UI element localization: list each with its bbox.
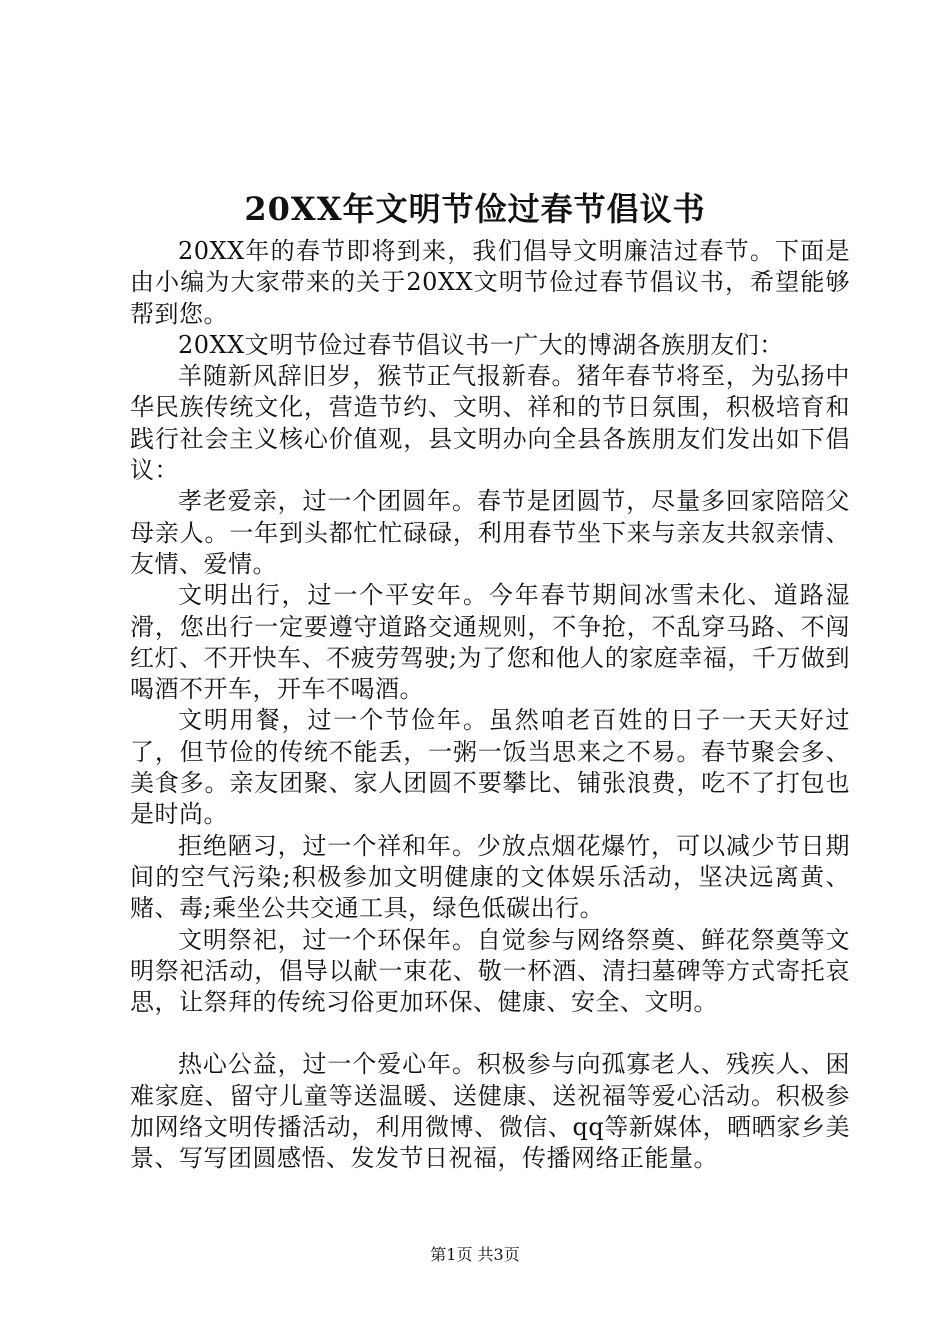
paragraph-heading: 20XX文明节俭过春节倡议书一广大的博湖各族朋友们： bbox=[178, 330, 784, 359]
document-body bbox=[130, 236, 850, 1175]
document-title: 20XX年文明节俭过春节倡议书 bbox=[244, 190, 706, 228]
paragraph-opening: 羊随新风辞旧岁，猴节正气报新春。猪年春节将至，为弘扬中华民族传统文化，营造节约、文明、祥和的节日氛围，积极培育和践行社会主义核心价值观，县文明办向全县各族朋友们发出如下倡议： bbox=[130, 362, 850, 485]
paragraph-charity: 热心公益，过一个爱心年。积极参与向孤寡老人、残疾人、困难家庭、留守儿童等送温暖、送健康、送祝福等爱心活动。积极参加网络文明传播活动，利用微博、微信、qq等新媒体，晒晒家乡美景、写写团圆感悟、发发节日祝福，传播网络正能量。 bbox=[130, 1050, 850, 1173]
paragraph-travel: 文明出行，过一个平安年。今年春节期间冰雪未化、道路湿滑，您出行一定要遵守道路交通规则，不争抢，不乱穿马路、不闯红灯、不开快车、不疲劳驾驶;为了您和他人的家庭幸福，千万做到喝酒不开车，开车不喝酒。 bbox=[130, 581, 850, 704]
paragraph-intro: 20XX年的春节即将到来，我们倡导文明廉洁过春节。下面是由小编为大家带来的关于20XX文明节俭过春节倡议书，希望能够帮到您。 bbox=[130, 237, 850, 328]
paragraph-dining: 文明用餐，过一个节俭年。虽然咱老百姓的日子一天天好过了，但节俭的传统不能丢，一粥一饭当思来之不易。春节聚会多、美食多。亲友团聚、家人团圆不要攀比、铺张浪费，吃不了打包也是时尚。 bbox=[130, 706, 850, 829]
paragraph-family: 孝老爱亲，过一个团圆年。春节是团圆节，尽量多回家陪陪父母亲人。一年到头都忙忙碌碌，利用春节坐下来与亲友共叙亲情、友情、爱情。 bbox=[130, 487, 850, 578]
page-footer: 第1页 共3页 bbox=[430, 1245, 520, 1264]
paragraph-habits: 拒绝陋习，过一个祥和年。少放点烟花爆竹，可以减少节日期间的空气污染;积极参加文明健康的文体娱乐活动，坚决远离黄、赌、毒;乘坐公共交通工具，绿色低碳出行。 bbox=[130, 831, 850, 923]
paragraph-worship: 文明祭祀，过一个环保年。自觉参与网络祭奠、鲜花祭奠等文明祭祀活动，倡导以献一束花、敬一杯酒、清扫墓碑等方式寄托哀思，让祭拜的传统习俗更加环保、健康、安全、文明。 bbox=[130, 925, 850, 1017]
